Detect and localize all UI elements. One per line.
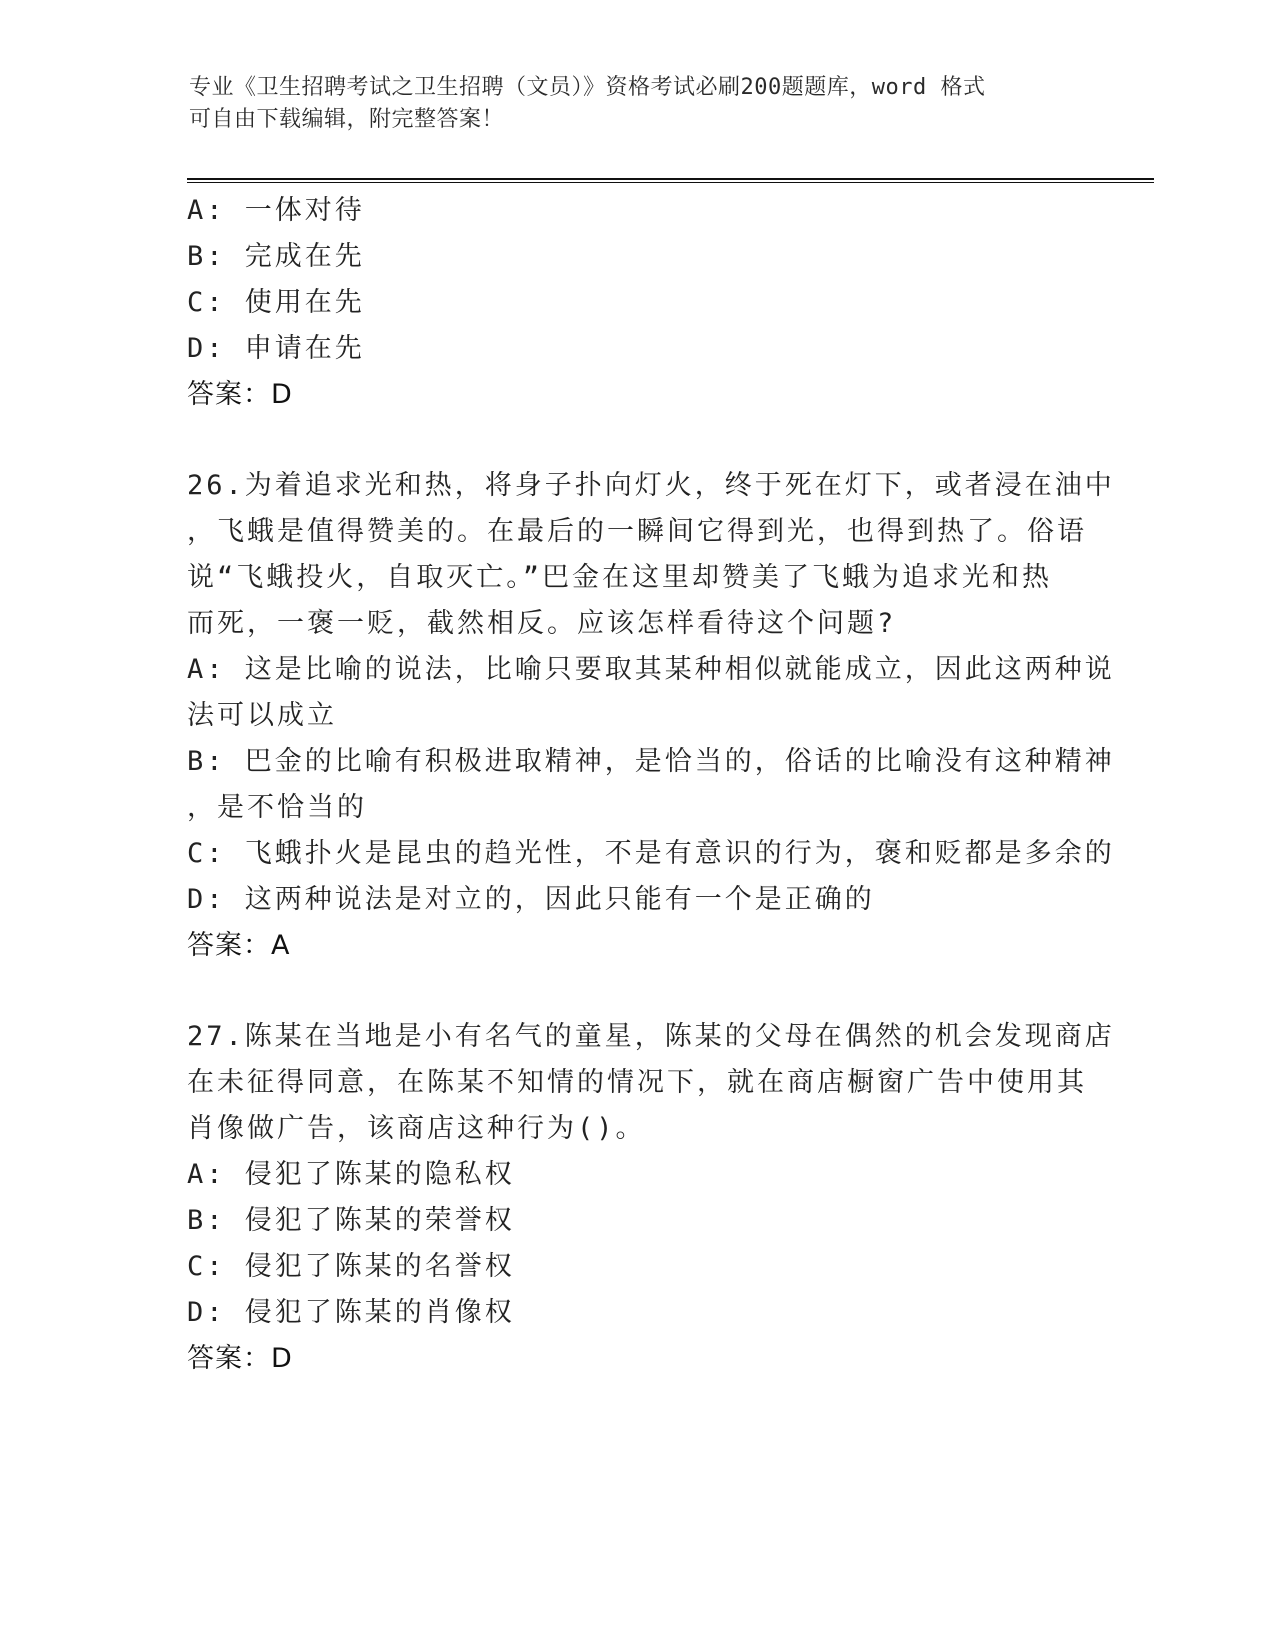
header-title-line-2: 可自由下载编辑，附完整答案！	[189, 107, 505, 132]
answer-line: 答案：A	[187, 930, 291, 961]
option-b: B: 侵犯了陈某的荣誉权	[187, 1205, 515, 1236]
question-content	[187, 188, 1115, 1382]
option-d: D: 侵犯了陈某的肖像权	[187, 1297, 515, 1328]
header-divider	[187, 178, 1154, 180]
option-c: C: 侵犯了陈某的名誉权	[187, 1251, 515, 1282]
option-d: D: 这两种说法是对立的，因此只能有一个是正确的	[187, 884, 875, 915]
option-b-continued: ，是不恰当的	[187, 792, 367, 823]
question-stem-line: 27.陈某在当地是小有名气的童星，陈某的父母在偶然的机会发现商店	[187, 1021, 1115, 1052]
answer-line: 答案：D	[187, 379, 293, 410]
question-stem-line: 肖像做广告，该商店这种行为()。	[187, 1113, 646, 1144]
question-stem-line: 说“飞蛾投火，自取灭亡。”巴金在这里却赞美了飞蛾为追求光和热	[187, 562, 1053, 593]
answer-line: 答案：D	[187, 1343, 293, 1374]
question-26	[187, 463, 1115, 969]
header-title-line-1: 专业《卫生招聘考试之卫生招聘（文员）》资格考试必刷200题题库，word 格式	[189, 75, 986, 100]
question-spacer	[187, 418, 1087, 463]
option-b: B: 巴金的比喻有积极进取精神，是恰当的，俗话的比喻没有这种精神	[187, 746, 1115, 777]
option-a-continued: 法可以成立	[187, 700, 337, 731]
question-stem-line: 在未征得同意，在陈某不知情的情况下，就在商店橱窗广告中使用其	[187, 1067, 1087, 1098]
question-25	[187, 188, 1087, 418]
question-spacer	[187, 969, 1087, 1014]
question-27	[187, 1014, 1115, 1382]
header-divider-secondary	[187, 182, 1154, 183]
option-c: C: 使用在先	[187, 287, 365, 318]
option-b: B: 完成在先	[187, 241, 365, 272]
option-a: A: 这是比喻的说法，比喻只要取其某种相似就能成立，因此这两种说	[187, 654, 1115, 685]
question-stem-line: 26.为着追求光和热，将身子扑向灯火，终于死在灯下，或者浸在油中	[187, 470, 1115, 501]
question-stem-line: 而死，一褒一贬，截然相反。应该怎样看待这个问题?	[187, 608, 897, 639]
option-a: A: 一体对待	[187, 195, 365, 226]
option-a: A: 侵犯了陈某的隐私权	[187, 1159, 515, 1190]
question-stem-line: ，飞蛾是值得赞美的。在最后的一瞬间它得到光，也得到热了。俗语	[187, 516, 1087, 547]
document-header	[189, 72, 1069, 136]
option-d: D: 申请在先	[187, 333, 365, 364]
option-c: C: 飞蛾扑火是昆虫的趋光性，不是有意识的行为，褒和贬都是多余的	[187, 838, 1115, 869]
